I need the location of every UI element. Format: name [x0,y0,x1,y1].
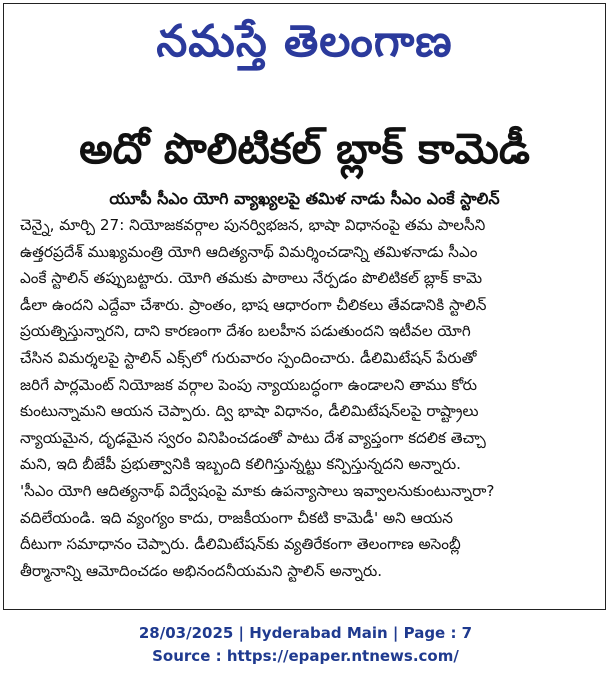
article-body-line: చేసిన విమర్శలపై స్టాలిన్ ఎక్స్‌లో గురువారం స్పందించారు. డీలిమిటేషన్ పేరుతో [20,348,477,367]
article-headline: అదో పొలిటికల్ బ్లాక్ కామెడీ [79,124,530,173]
article-subheadline: యూపీ సీఎం యోగి వ్యాఖ్యలపై తమిళ నాడు సీఎం ఎంకే స్టాలిన్ [109,189,500,208]
article-body-line: దీటుగా సమాధానం చెప్పారు. డీలిమిటేషన్‌కు వ్యతిరేకంగా తెలంగాణ అసెంబ్లీ [20,535,461,554]
clipping-footer [0,622,611,667]
article-body-line: చెన్నై, మార్చి 27: నియోజకవర్గాల పునర్విభజన, భాషా విధానంపై తమ పాలసీని [20,216,486,234]
source-link[interactable]: Source : https://epaper.ntnews.com/ [152,647,459,665]
clipping-frame [3,3,606,610]
article-body-line: జరిగే పార్లమెంట్ నియోజక వర్గాల పెంపు న్యాయబద్ధంగా ఉండాలని తాము కోరు [20,375,477,394]
article-body-line: ఉత్తరప్రదేశ్ ముఖ్యమంత్రి యోగి ఆదిత్యనాథ్ విమర్శించడాన్ని తమిళనాడు సీఎం [20,242,478,261]
newspaper-masthead: నమస్తే తెలంగాణ [156,16,453,67]
article-body-line: 'సీఎం యోగి ఆదిత్యనాథ్ విద్వేషంపై మాకు ఉపన్యాసాలు ఇవ్వాలనుకుంటున్నారా? [20,481,495,500]
article-body-line: తీర్మానాన్ని ఆమోదించడం అభినందనీయమని స్టాలిన్ అన్నారు. [20,561,383,580]
article-body-line: డీలా ఉందని ఎద్దేవా చేశారు. ప్రాంతం, భాష ఆధారంగా చీలికలు తేవడానికి స్టాలిన్ [20,295,487,314]
article-body-line: కుంటున్నామని ఆయన చెప్పారు. ద్వి భాషా విధానం, డీలిమిటేషన్‌లపై రాష్ట్రాలు [20,402,479,421]
publication-meta: 28/03/2025 | Hyderabad Main | Page : 7 [138,624,473,642]
article-body-line: వదిలేయండి. ఇది వ్యంగ్యం కాదు, రాజకీయంగా చీకటి కామెడీ' అని ఆయన [20,508,453,527]
article-body-line: మని, ఇది బీజేపీ ప్రభుత్వానికి ఇబ్బంది కలిగిస్తున్నట్టు కన్పిస్తున్నదని అన్నారు. [20,455,461,474]
article-body-line: న్యాయమైన, దృఢమైన స్వరం వినిపించడంతో పాటు దేశ వ్యాప్తంగా కదలిక తెచ్చా [20,428,486,447]
article-body [20,212,589,607]
article-body-line: ప్రయత్నిస్తున్నారని, దాని కారణంగా దేశం బలహీన పడుతుందని ఇటీవల యోగి [20,322,471,341]
article-body-line: ఎంకే స్టాలిన్ తప్పుబట్టారు. యోగి తమకు పాఠాలు నేర్పడం పొలిటికల్ బ్లాక్ కామె [20,269,483,288]
